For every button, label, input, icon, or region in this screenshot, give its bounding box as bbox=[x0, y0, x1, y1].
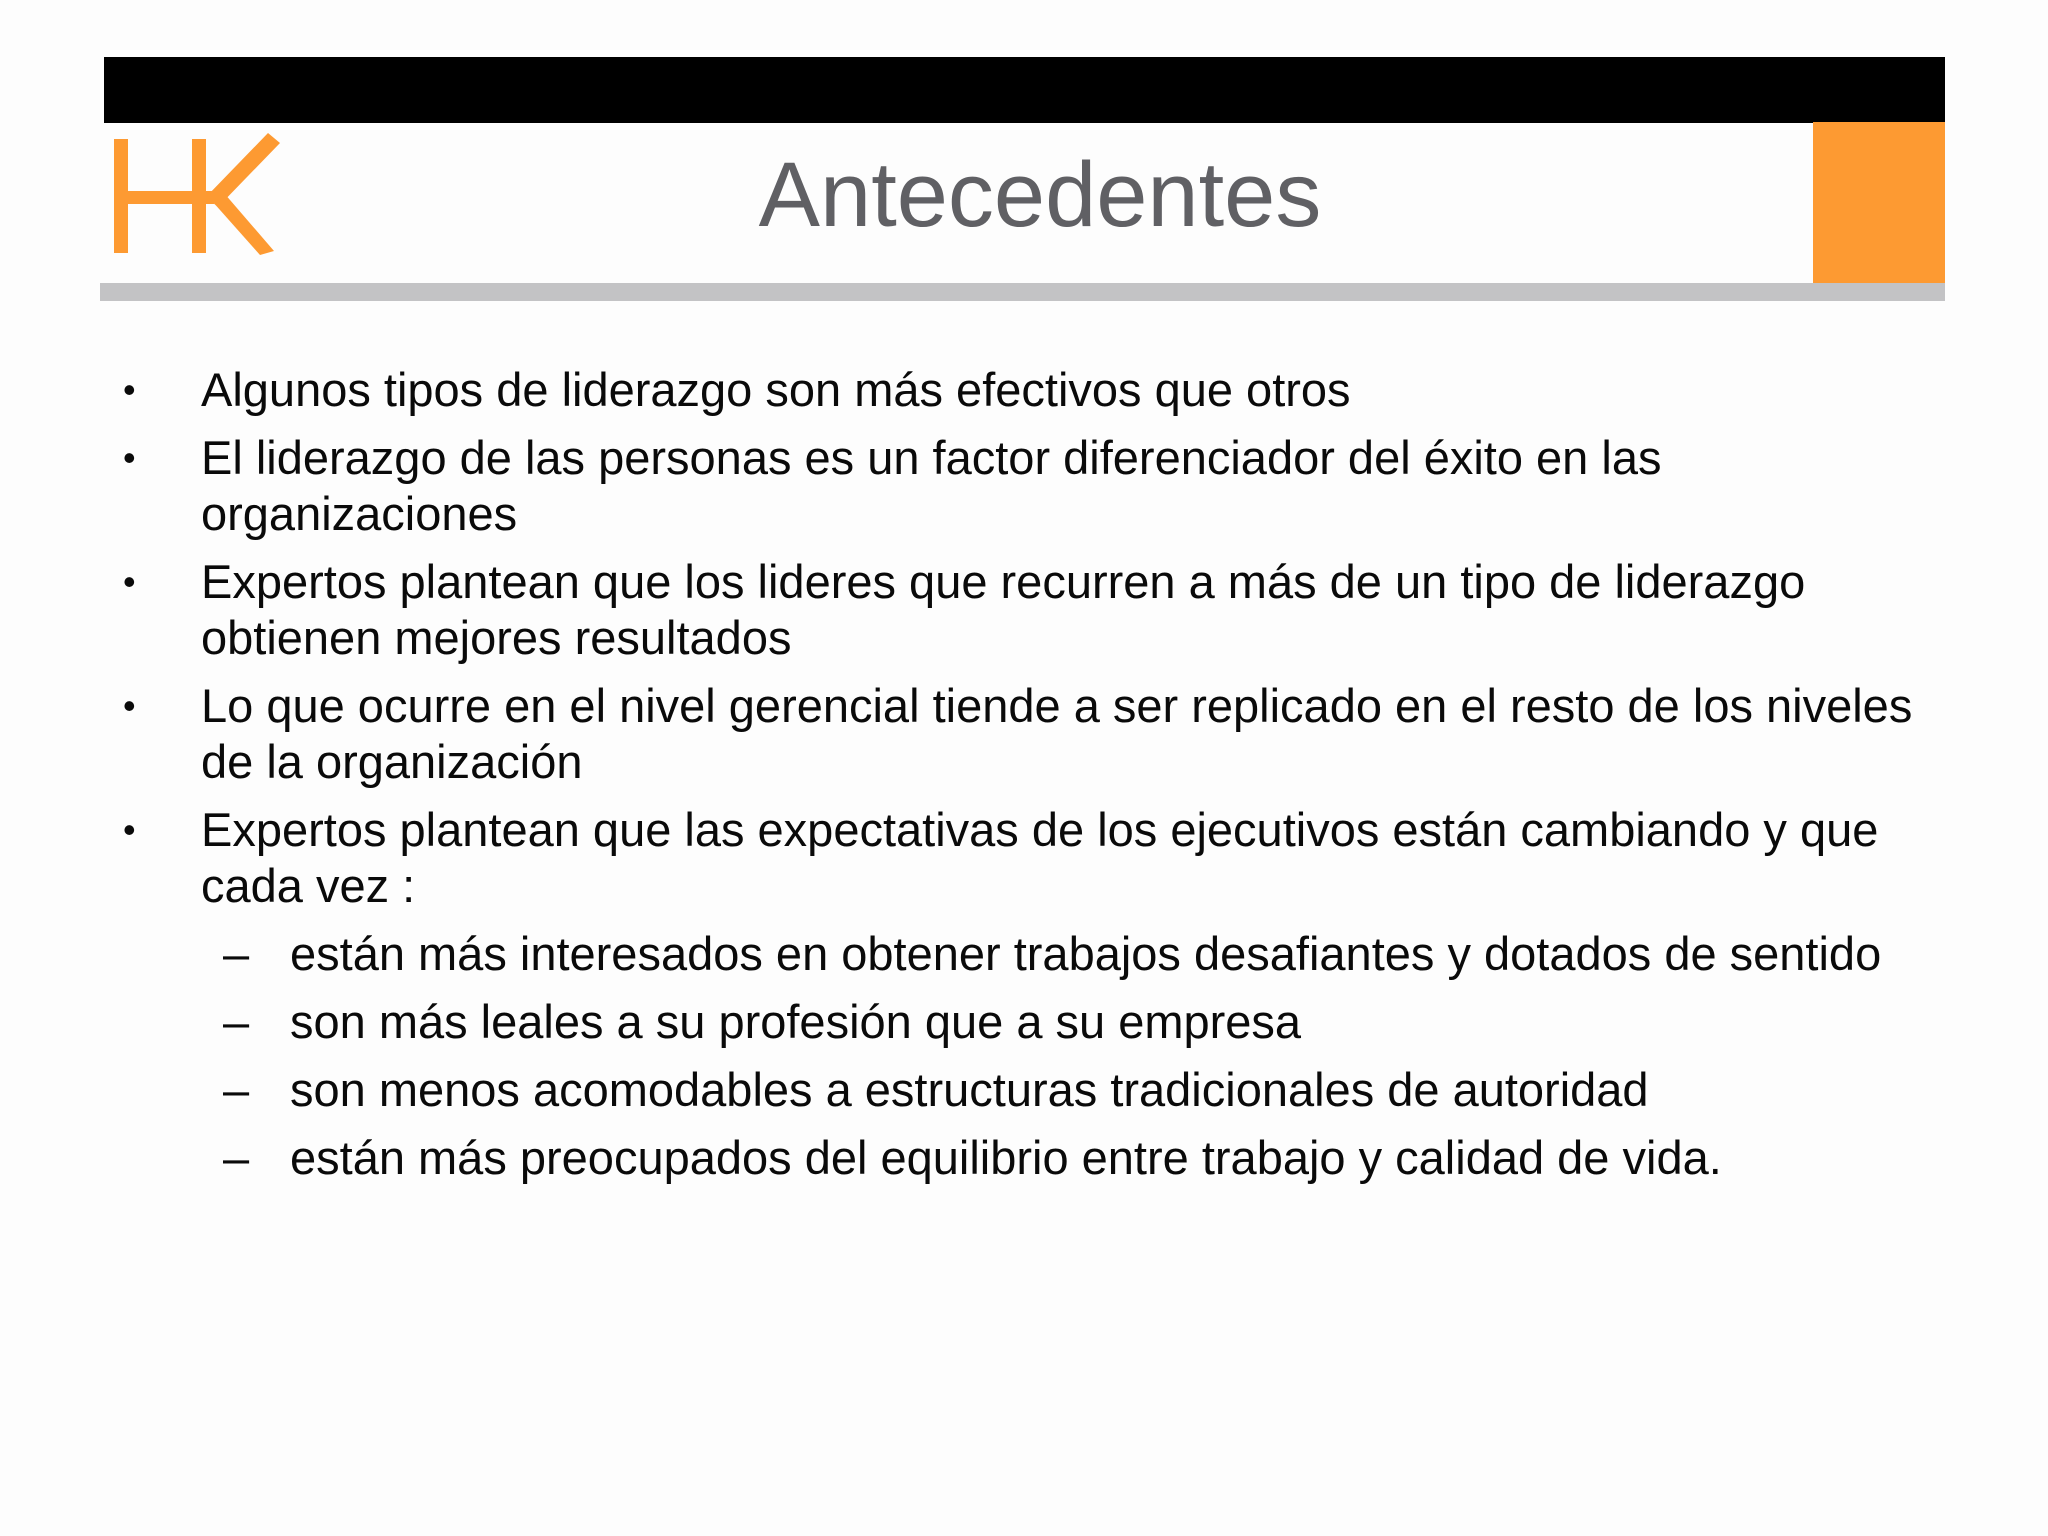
list-item-with-subitems bbox=[115, 802, 1945, 1186]
hk-logo-mark bbox=[114, 133, 280, 255]
sub-list-item: – están más preocupados del equilibrio entre trabajo y calidad de vida. bbox=[115, 1130, 1945, 1186]
sub-list-item: – son menos acomodables a estructuras tradicionales de autoridad bbox=[115, 1062, 1945, 1118]
sub-list-item: – están más interesados en obtener trabajos desafiantes y dotados de sentido bbox=[115, 926, 1945, 982]
bullet-list bbox=[115, 362, 1945, 1198]
accent-square bbox=[1813, 122, 1945, 283]
hk-logo bbox=[108, 133, 280, 255]
header-bar bbox=[104, 57, 1945, 123]
list-item: • El liderazgo de las personas es un factor diferenciador del éxito en las organizaciones bbox=[115, 430, 1945, 542]
sub-list-item: – son más leales a su profesión que a su empresa bbox=[115, 994, 1945, 1050]
page-title: Antecedentes bbox=[758, 144, 1322, 246]
list-item: • Expertos plantean que los lideres que recurren a más de un tipo de liderazgo obtienen mejores resultados bbox=[115, 554, 1945, 666]
sub-list bbox=[201, 926, 1945, 1186]
list-item: • Lo que ocurre en el nivel gerencial tiende a ser replicado en el resto de los niveles de la organización bbox=[115, 678, 1945, 790]
list-item-text: Expertos plantean que las expectativas de los ejecutivos están cambiando y que cada vez : bbox=[201, 803, 1879, 912]
title-divider bbox=[100, 283, 1945, 301]
list-item: • Algunos tipos de liderazgo son más efectivos que otros bbox=[115, 362, 1945, 418]
